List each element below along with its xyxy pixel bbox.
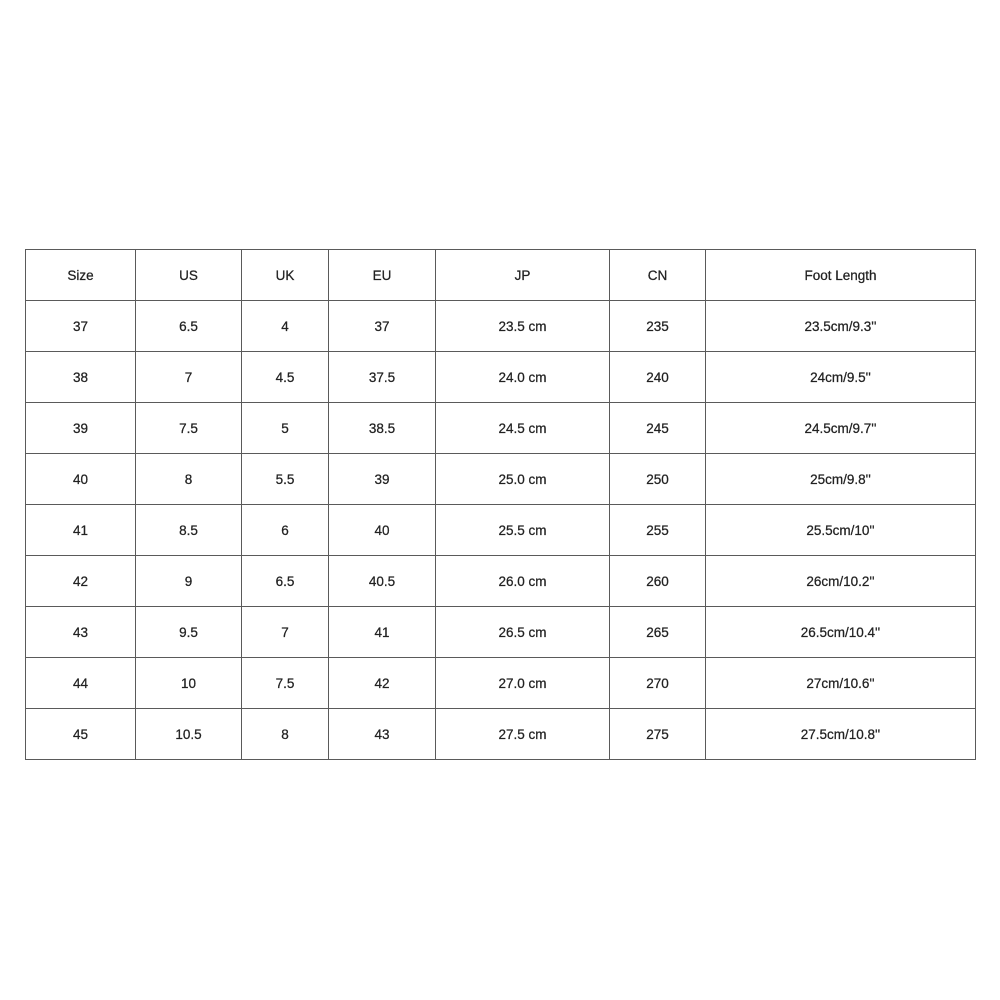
cell-foot-length: 24cm/9.5''	[706, 352, 976, 403]
cell-size: 37	[26, 301, 136, 352]
cell-eu: 37	[329, 301, 436, 352]
cell-uk: 6	[242, 505, 329, 556]
table-row	[26, 556, 976, 607]
cell-eu: 40	[329, 505, 436, 556]
cell-size: 42	[26, 556, 136, 607]
table-body	[26, 301, 976, 760]
cell-jp: 27.0 cm	[436, 658, 610, 709]
header-cn: CN	[610, 250, 706, 301]
table-row	[26, 505, 976, 556]
cell-size: 40	[26, 454, 136, 505]
cell-eu: 41	[329, 607, 436, 658]
cell-foot-length: 27cm/10.6''	[706, 658, 976, 709]
cell-foot-length: 27.5cm/10.8''	[706, 709, 976, 760]
cell-uk: 4	[242, 301, 329, 352]
cell-jp: 23.5 cm	[436, 301, 610, 352]
cell-jp: 25.5 cm	[436, 505, 610, 556]
header-us: US	[136, 250, 242, 301]
cell-cn: 250	[610, 454, 706, 505]
cell-uk: 7	[242, 607, 329, 658]
cell-eu: 38.5	[329, 403, 436, 454]
table-row	[26, 658, 976, 709]
cell-us: 9	[136, 556, 242, 607]
cell-foot-length: 25cm/9.8''	[706, 454, 976, 505]
cell-foot-length: 25.5cm/10''	[706, 505, 976, 556]
header-eu: EU	[329, 250, 436, 301]
table-row	[26, 709, 976, 760]
table-row	[26, 301, 976, 352]
cell-eu: 40.5	[329, 556, 436, 607]
cell-uk: 4.5	[242, 352, 329, 403]
cell-size: 43	[26, 607, 136, 658]
cell-us: 8	[136, 454, 242, 505]
cell-size: 39	[26, 403, 136, 454]
cell-uk: 6.5	[242, 556, 329, 607]
cell-jp: 26.5 cm	[436, 607, 610, 658]
table-row	[26, 403, 976, 454]
size-chart-table	[25, 249, 976, 760]
cell-jp: 24.0 cm	[436, 352, 610, 403]
cell-cn: 255	[610, 505, 706, 556]
cell-cn: 235	[610, 301, 706, 352]
cell-us: 8.5	[136, 505, 242, 556]
header-uk: UK	[242, 250, 329, 301]
cell-jp: 26.0 cm	[436, 556, 610, 607]
header-jp: JP	[436, 250, 610, 301]
cell-cn: 275	[610, 709, 706, 760]
cell-uk: 7.5	[242, 658, 329, 709]
cell-size: 45	[26, 709, 136, 760]
cell-cn: 245	[610, 403, 706, 454]
table-row	[26, 454, 976, 505]
cell-size: 38	[26, 352, 136, 403]
cell-us: 7	[136, 352, 242, 403]
cell-foot-length: 24.5cm/9.7''	[706, 403, 976, 454]
cell-us: 6.5	[136, 301, 242, 352]
cell-eu: 37.5	[329, 352, 436, 403]
cell-foot-length: 26cm/10.2''	[706, 556, 976, 607]
cell-eu: 39	[329, 454, 436, 505]
cell-uk: 8	[242, 709, 329, 760]
cell-uk: 5	[242, 403, 329, 454]
cell-cn: 240	[610, 352, 706, 403]
cell-us: 10	[136, 658, 242, 709]
cell-cn: 270	[610, 658, 706, 709]
cell-us: 7.5	[136, 403, 242, 454]
table-row	[26, 607, 976, 658]
cell-us: 10.5	[136, 709, 242, 760]
cell-cn: 265	[610, 607, 706, 658]
cell-foot-length: 26.5cm/10.4''	[706, 607, 976, 658]
cell-size: 44	[26, 658, 136, 709]
cell-size: 41	[26, 505, 136, 556]
table-row	[26, 352, 976, 403]
cell-eu: 42	[329, 658, 436, 709]
header-row	[26, 250, 976, 301]
header-foot-length: Foot Length	[706, 250, 976, 301]
cell-foot-length: 23.5cm/9.3''	[706, 301, 976, 352]
cell-jp: 24.5 cm	[436, 403, 610, 454]
cell-uk: 5.5	[242, 454, 329, 505]
cell-cn: 260	[610, 556, 706, 607]
table-header	[26, 250, 976, 301]
cell-us: 9.5	[136, 607, 242, 658]
cell-jp: 27.5 cm	[436, 709, 610, 760]
cell-eu: 43	[329, 709, 436, 760]
header-size: Size	[26, 250, 136, 301]
cell-jp: 25.0 cm	[436, 454, 610, 505]
